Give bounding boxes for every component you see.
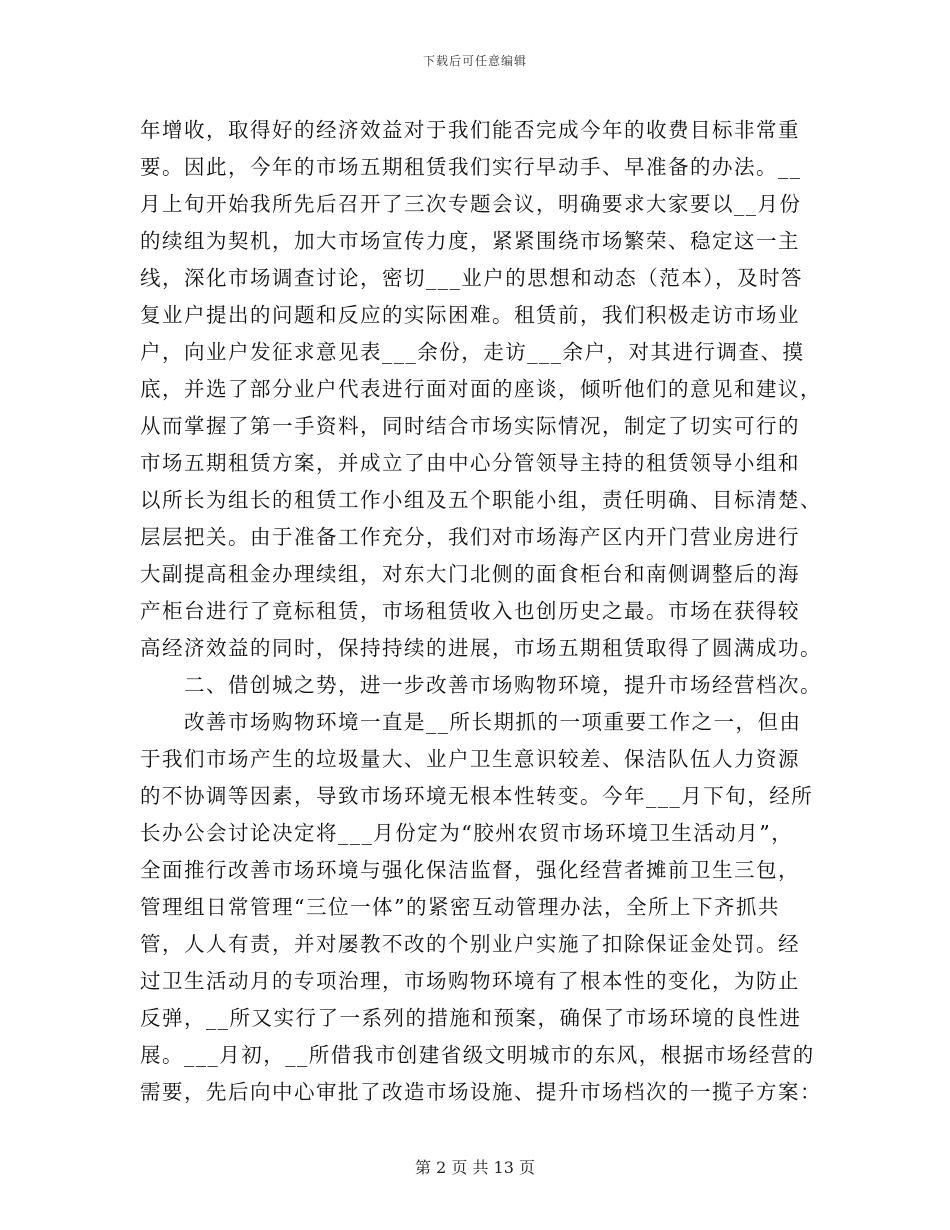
text-line: 从而掌握了第一手资料，同时结合市场实际情况，制定了切实可行的 (140, 414, 800, 438)
text-line: 要。因此，今年的市场五期租赁我们实行早动手、早准备的办法。__ (140, 155, 802, 179)
text-line: 户，向业户发征求意见表___余份，走访___余户，对其进行调查、摸 (140, 340, 805, 364)
text-line: 复业户提出的问题和反应的实际困难。租赁前，我们积极走访市场业 (140, 303, 800, 327)
text-line: 年增收，取得好的经济效益对于我们能否完成今年的收费目标非常重 (140, 118, 800, 142)
text-line: 的续组为契机，加大市场宣传力度，紧紧围绕市场繁荣、稳定这一主 (140, 229, 800, 253)
text-line: 线，深化市场调查讨论，密切___业户的思想和动态（范本），及时答 (140, 266, 803, 290)
text-line: 改善市场购物环境一直是__所长期抓的一项重要工作之一，但由 (184, 710, 802, 734)
text-line: 管，人人有责，并对屡教不改的个别业户实施了扣除保证金处罚。经 (140, 932, 800, 956)
page-header: 下载后可任意编辑 (422, 54, 527, 68)
text-line: 过卫生活动月的专项治理，市场购物环境有了根本性的变化，为防止 (140, 969, 800, 993)
text-line: 大副提高租金办理续组，对东大门北侧的面食柜台和南侧调整后的海 (140, 562, 800, 586)
text-line: 产柜台进行了竟标租赁，市场租赁收入也创历史之最。市场在获得较 (140, 599, 800, 623)
text-line: 反弹，__所又实行了一系列的措施和预案，确保了市场环境的良性进 (140, 1006, 802, 1030)
text-line: 层层把关。由于准备工作充分，我们对市场海产区内开门营业房进行 (140, 525, 800, 549)
document-body (140, 112, 822, 1111)
text-line: 高经济效益的同时，保持持续的进展，市场五期租赁取得了圆满成功。 (140, 636, 822, 660)
text-line: 的不协调等因素，导致市场环境无根本性转变。今年___月下旬，经所 (140, 784, 814, 808)
text-line: 市场五期租赁方案，并成立了由中心分管领导主持的租赁领导小组和 (140, 451, 800, 475)
text-line: 管理组日常管理“三位一体”的紧密互动管理办法，全所上下齐抓共 (140, 895, 780, 919)
text-line: 于我们市场产生的垃圾量大、业户卫生意识较差、保洁队伍人力资源 (140, 747, 800, 771)
text-line: 长办公会讨论决定将___月份定为“胶州农贸市场环境卫生活动月”， (140, 821, 794, 845)
text-line: 以所长为组长的租赁工作小组及五个职能小组，责任明确、目标清楚、 (140, 488, 822, 512)
page-number: 第 2 页 共 13 页 (415, 1158, 535, 1177)
text-line: 需要，先后向中心审批了改造市场设施、提升市场档次的一揽子方案： (140, 1080, 822, 1104)
text-line: 月上旬开始我所先后召开了三次专题会议，明确要求大家要以__月份 (140, 192, 802, 216)
section-heading: 二、借创城之势，进一步改善市场购物环境，提升市场经营档次。 (184, 673, 822, 697)
text-line: 底，并选了部分业户代表进行面对面的座谈，倾听他们的意见和建议， (140, 377, 822, 401)
text-line: 全面推行改善市场环境与强化保洁监督，强化经营者摊前卫生三包， (140, 858, 800, 882)
text-line: 展。___月初，__所借我市创建省级文明城市的东风，根据市场经营的 (140, 1043, 815, 1067)
